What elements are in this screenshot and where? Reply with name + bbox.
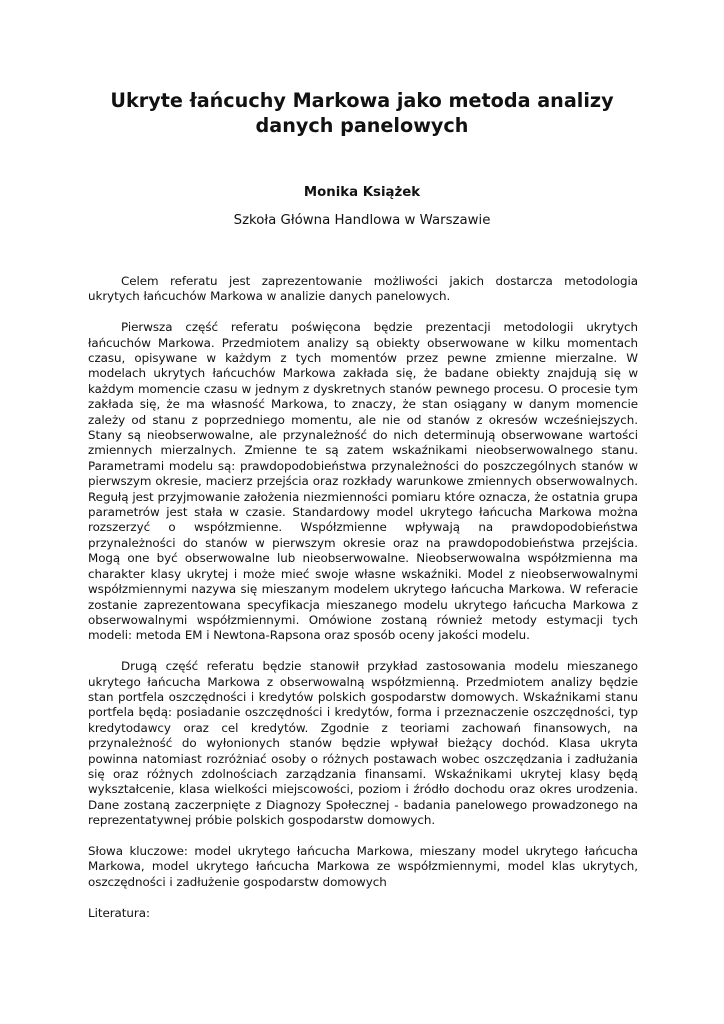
document-body — [88, 274, 638, 936]
paragraph-keywords: Słowa kluczowe: model ukrytego łańcucha Markowa, mieszany model ukrytego łańcucha Markowa, model ukrytego łańcucha Markowa ze współzmiennymi, model klas ukrytych, oszczędności i zadłużenie gospodarstw domowych — [88, 843, 638, 889]
paragraph-application: Drugą część referatu będzie stanowił przykład zastosowania modelu mieszanego ukrytego łańcucha Markowa z obserwowalną współzmienną. Przedmiotem analizy będzie stan portfela oszczędności i kredytów polskich gospodarstw domowych. Wskaźnikami stanu portfela będą: posiadanie oszczędności i kredytów, forma i przeznaczenie oszczędności, typ kredytodawcy oraz cel kredytów. Zgodnie z teoriami zachowań finansowych, na przynależność do wyłonionych stanów będzie wpływał bieżący dochód. Klasa ukryta powinna natomiast rozróżniać osoby o różnych postawach wobec oszczędzania i zadłużania się oraz różnych zdolnościach zarządzania finansami. Wskaźnikami ukrytej klasy będą wykształcenie, klasa wielkości miejscowości, poziom i źródło dochodu oraz okres urodzenia. Dane zostaną zaczerpnięte z Diagnozy Społecznej - badania panelowego prowadzonego na reprezentatywnej próbie polskich gospodarstw domowych. — [88, 659, 638, 828]
paragraph-methodology: Pierwsza część referatu poświęcona będzie prezentacji metodologii ukrytych łańcuchów Markowa. Przedmiotem analizy są obiekty obserwowane w kilku momentach czasu, opisywane w każdym z tych momentów przez pewne zmienne mierzalne. W modelach ukrytych łańcuchów Markowa zakłada się, że badane obiekty znajdują się w każdym momencie czasu w jednym z dyskretnych stanów pewnego procesu. O procesie tym zakłada się, że ma własność Markowa, to znaczy, że stan osiągany w danym momencie zależy od stanu z poprzedniego momentu, ale nie od stanów z okresów wcześniejszych. Stany są nieobserwowalne, ale przynależność do nich determinują obserwowane wartości zmiennych mierzalnych. Zmienne te są zatem wskaźnikami nieobserwowalnego stanu. Parametrami modelu są: prawdopodobieństwa przynależności do poszczególnych stanów w pierwszym okresie, macierz przejścia oraz rozkłady warunkowe zmiennych obserwowalnych. Regułą jest przyjmowanie założenia niezmienności pomiaru które oznacza, że ostatnia grupa parametrów jest stała w czasie. Standardowy model ukrytego łańcucha Markowa można rozszerzyć o współzmienne. Współzmienne wpływają na prawdopodobieństwa przynależności do stanów w pierwszym okresie oraz na prawdopodobieństwa przejścia. Mogą one być obserwowalne lub nieobserwowalne. Nieobserwowalna współzmienna ma charakter klasy ukrytej i może mieć swoje własne wskaźniki. Model z nieobserwowalnymi współzmiennymi nazywa się mieszanym modelem ukrytego łańcucha Markowa. W referacie zostanie zaprezentowana specyfikacja mieszanego modelu ukrytego łańcucha Markowa z obserwowalnymi współzmiennymi. Omówione zostaną również metody estymacji tych modeli: metoda EM i Newtona-Rapsona oraz sposób oceny jakości modelu. — [88, 320, 638, 643]
paragraph-aim: Celem referatu jest zaprezentowanie możliwości jakich dostarcza metodologia ukrytych łańcuchów Markowa w analizie danych panelowych. — [88, 274, 638, 304]
document-title: Ukryte łańcuchy Markowa jako metoda analizy danych panelowych — [110, 89, 614, 137]
author-name: Monika Książek — [303, 185, 421, 200]
paragraph-literature: Literatura: — [88, 905, 150, 920]
author-affiliation: Szkoła Główna Handlowa w Warszawie — [233, 213, 491, 228]
